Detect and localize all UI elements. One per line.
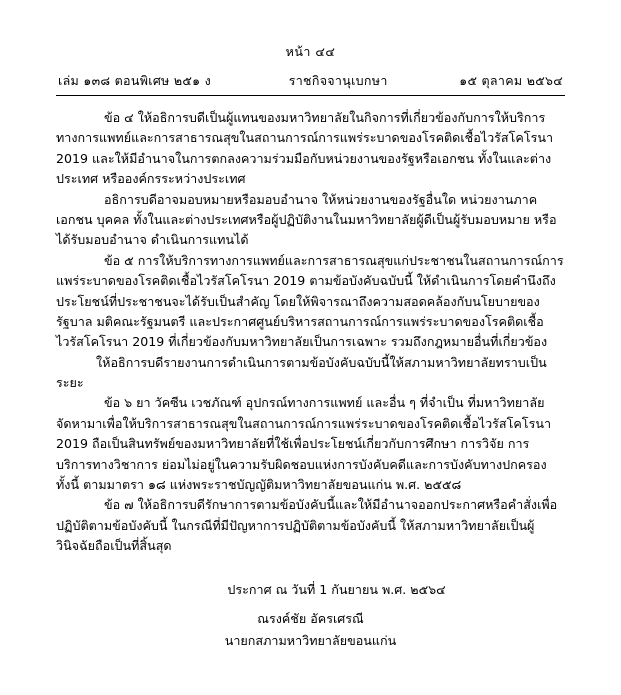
clause-7-paragraph: ข้อ ๗ ให้อธิการบดีรักษาการตามข้อบังคับนี้และให้มีอำนาจออกประกาศหรือคำสั่งเพื่อปฏิบัติตามข้อบังคับนี้ ในกรณีที่มีปัญหาการปฏิบัติตามข้อบังคับนี้ ให้สภามหาวิทยาลัยเป็นผู้วินิจฉัยถือเป็นที่สิ้นสุด [56,497,558,554]
volume-issue-label: เล่ม ๑๓๘ ตอนพิเศษ ๒๕๑ ง [58,73,212,88]
signatory-role: นายกสภามหาวิทยาลัยขอนแก่น [224,632,397,648]
gazette-header-row [56,71,565,91]
signature-block [56,579,565,652]
document-body [56,108,565,557]
clause-4-paragraph: ข้อ ๔ ให้อธิการบดีเป็นผู้แทนของมหาวิทยาลัยในกิจการที่เกี่ยวข้องกับการให้บริการทางการแพทย์และการสาธารณสุขในสถานการณ์การแพร่ระบาดของโรคติดเชื้อไวรัสโคโรนา 2019 และให้มีอำนาจในการตกลงความร่วมมือกับหน่วยงานของรัฐหรือเอกชน ทั้งในและต่างประเทศ หรือองค์กรระหว่างประเทศ [56,110,554,187]
page-number-header: หน้า ๔๔ [285,44,336,59]
publication-date-label: ๑๕ ตุลาคม ๒๕๖๔ [459,73,563,88]
header-divider [56,95,565,96]
gazette-name-label: ราชกิจจานุเบกษา [288,73,388,88]
clause-4-delegation-paragraph: อธิการบดีอาจมอบหมายหรือมอบอำนาจ ให้หน่วยงานของรัฐอื่นใด หน่วยงานภาคเอกชน บุคคล ทั้งในและต่างประเทศหรือผู้ปฏิบัติงานในมหาวิทยาลัยผู้ดีเป็นผู้รับมอบหมาย หรือได้รับมอบอำนาจ ดำเนินการแทนได้ [56,191,557,248]
clause-5-reporting-paragraph: ให้อธิการบดีรายงานการดำเนินการตามข้อบังคับฉบับนี้ให้สภามหาวิทยาลัยทราบเป็นระยะ [56,354,547,391]
announcement-date: ประกาศ ณ วันที่ 1 กันยายน พ.ศ. ๒๕๖๔ [227,581,446,597]
clause-5-paragraph: ข้อ ๕ การให้บริการทางการแพทย์และการสาธารณสุขแก่ประชาชนในสถานการณ์การแพร่ระบาดของโรคติดเชื้อไวรัสโคโรนา 2019 ตามข้อบังคับฉบับนี้ ให้ดำเนินการโดยคำนึงถึงประโยชน์ที่ประชาชนจะได้รับเป็นสำคัญ โดยให้พิจารณาถึงความสอดคล้องกับนโยบายของรัฐบาล มติคณะรัฐมนตรี และประกาศศูนย์บริหารสถานการณ์การแพร่ระบาดของโรคติดเชื้อไวรัสโคโรนา 2019 ที่เกี่ยวข้องกับมหาวิทยาลัยเป็นการเฉพาะ รวมถึงกฎหมายอื่นที่เกี่ยวข้อง [56,252,564,350]
signatory-name: ณรงค์ชัย อัครเศรณี [257,611,364,627]
clause-6-paragraph: ข้อ ๖ ยา วัคซีน เวชภัณฑ์ อุปกรณ์ทางการแพทย์ และอื่น ๆ ที่จำเป็น ที่มหาวิทยาลัยจัดหามาเพื่อให้บริการสาธารณสุขในสถานการณ์การแพร่ระบาดของโรคติดเชื้อไวรัสโคโรนา 2019 ถือเป็นสินทรัพย์ของมหาวิทยาลัยที่ใช้เพื่อประโยชน์เกี่ยวกับการศึกษา การวิจัย การบริการทางวิชาการ ย่อมไม่อยู่ในความรับผิดชอบแห่งการบังคับคดีและการบังคับทางปกครอง ทั้งนี้ ตามมาตรา ๑๘ แห่งพระราชบัญญัติมหาวิทยาลัยขอนแก่น พ.ศ. ๒๕๕๘ [56,395,552,493]
